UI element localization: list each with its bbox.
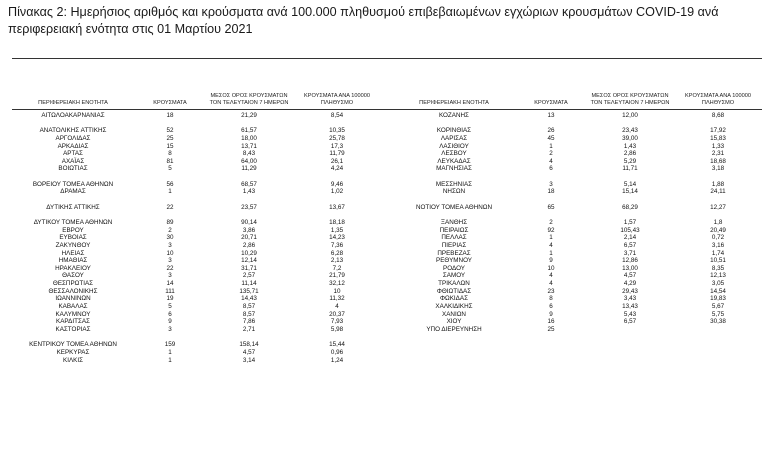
- spacer-row: [12, 196, 382, 204]
- per100k-cell: 5,67: [711, 303, 725, 311]
- avg-cell: 4,29: [623, 280, 637, 288]
- table-row: [393, 127, 763, 135]
- avg-cell: 5,43: [623, 310, 637, 318]
- per100k-cell: 25,78: [329, 134, 345, 142]
- table-row: [12, 143, 382, 151]
- per100k-cell: 8,68: [711, 112, 725, 119]
- per100k-cell: 17,92: [710, 127, 726, 135]
- region-cell: ΔΥΤΙΚΟΥ ΤΟΜΕΑ ΑΘΗΝΩΝ: [33, 218, 113, 226]
- region-cell: ΚΙΛΚΙΣ: [63, 356, 83, 364]
- header-avg: ΜΕΣΟΣ ΟΡΟΣ ΚΡΟΥΣΜΑΤΩΝ ΤΟΝ ΤΕΛΕΥΤΑΙΟΝ 7 ΗΜΕΡΩΝ: [209, 93, 289, 106]
- table-row: [393, 234, 763, 242]
- avg-cell: 2,71: [242, 325, 256, 333]
- header-region: ΠΕΡΙΦΕΡΕΙΑΚΗ ΕΝΟΤΗΤΑ: [38, 100, 108, 106]
- avg-cell: 2,57: [242, 272, 256, 280]
- table-title: Πίνακας 2: Ημερήσιος αριθμός και κρούσματα ανά 100.000 πληθυσμού επιβεβαιωμένων εγχώριων κρουσμάτων COVID-19 ανά περιφερειακή ενότητα στις 01 Μαρτίου 2021: [8, 5, 719, 36]
- per100k-cell: 1,74: [711, 249, 725, 257]
- table-row: [12, 265, 382, 273]
- table-row: [12, 295, 382, 303]
- cases-cell: 65: [547, 203, 555, 211]
- per100k-cell: 4: [335, 303, 339, 311]
- avg-cell: 8,57: [242, 310, 256, 318]
- table-row: [393, 318, 763, 326]
- region-cell: ΧΑΛΚΙΔΙΚΗΣ: [435, 303, 473, 311]
- cases-cell: 19: [166, 295, 174, 303]
- header-cases: ΚΡΟΥΣΜΑΤΑ: [534, 100, 568, 106]
- avg-cell: 64,00: [241, 157, 257, 165]
- cases-cell: 5: [168, 303, 172, 311]
- region-cell: ΕΥΒΟΙΑΣ: [59, 234, 87, 242]
- table-row: [12, 188, 382, 196]
- table-row: [393, 272, 763, 280]
- region-cell: ΞΑΝΘΗΣ: [440, 218, 468, 226]
- cases-cell: 30: [166, 234, 174, 242]
- avg-cell: 5,29: [623, 157, 637, 165]
- table-row: [12, 135, 382, 143]
- per100k-cell: 11,32: [329, 295, 345, 303]
- cases-cell: 4: [549, 241, 553, 249]
- avg-cell: 12,14: [241, 257, 257, 265]
- per100k-cell: 14,54: [710, 287, 726, 295]
- per100k-cell: 2,31: [711, 150, 725, 158]
- cases-cell: 92: [547, 226, 555, 234]
- region-cell: ΤΡΙΚΑΛΩΝ: [438, 280, 470, 288]
- avg-cell: 3,71: [623, 249, 637, 257]
- per100k-cell: 0,96: [330, 348, 344, 356]
- region-cell: ΗΡΑΚΛΕΙΟΥ: [55, 264, 91, 272]
- cases-cell: 15: [166, 142, 174, 150]
- per100k-cell: 32,12: [329, 280, 345, 288]
- per100k-cell: 11,79: [329, 150, 345, 158]
- cases-cell: 111: [165, 287, 175, 295]
- avg-cell: 3,43: [623, 295, 637, 303]
- spacer-row: [12, 120, 382, 128]
- per100k-cell: 10,51: [710, 257, 726, 265]
- region-cell: ΗΜΑΘΙΑΣ: [58, 257, 88, 265]
- cases-cell: 26: [547, 127, 555, 135]
- per100k-cell: 1,02: [330, 188, 344, 196]
- per100k-cell: 9,46: [330, 180, 344, 188]
- avg-cell: 2,86: [623, 150, 637, 158]
- region-cell: ΕΒΡΟΥ: [62, 226, 84, 234]
- region-cell: ΣΑΜΟΥ: [442, 272, 466, 280]
- cases-cell: 3: [168, 325, 172, 333]
- table-row: [12, 326, 382, 334]
- region-cell: ΗΛΕΙΑΣ: [61, 249, 85, 257]
- avg-cell: 68,57: [241, 180, 257, 188]
- per100k-cell: 21,79: [329, 272, 345, 280]
- right-rows: [393, 112, 763, 334]
- cases-cell: 1: [168, 356, 172, 364]
- avg-cell: 5,14: [623, 180, 637, 188]
- cases-cell: 25: [547, 325, 555, 333]
- per100k-cell: 20,37: [329, 310, 345, 318]
- cases-cell: 3: [168, 272, 172, 280]
- region-cell: ΑΧΑΪΑΣ: [61, 157, 85, 165]
- avg-cell: 13,43: [622, 303, 638, 311]
- header-rule: [12, 109, 762, 110]
- cases-cell: 1: [549, 142, 553, 150]
- avg-cell: 18,00: [241, 134, 257, 142]
- region-cell: ΚΟΖΑΝΗΣ: [439, 112, 469, 119]
- region-cell: ΑΡΓΟΛΙΔΑΣ: [55, 134, 91, 142]
- table-row: [12, 150, 382, 158]
- per100k-cell: 18,68: [710, 157, 726, 165]
- region-cell: ΠΙΕΡΙΑΣ: [441, 241, 467, 249]
- cases-cell: 6: [549, 165, 553, 173]
- region-cell: ΔΡΑΜΑΣ: [60, 188, 86, 196]
- table-left: [12, 76, 382, 364]
- avg-cell: 1,57: [623, 218, 637, 226]
- table-row: [393, 326, 763, 334]
- per100k-cell: 4,24: [330, 165, 344, 173]
- cases-cell: 13: [547, 112, 555, 119]
- region-cell: ΑΡΚΑΔΙΑΣ: [57, 142, 89, 150]
- table-row: [393, 288, 763, 296]
- region-cell: ΑΙΤΩΛΟΑΚΑΡΝΑΝΙΑΣ: [41, 112, 105, 119]
- avg-cell: 14,43: [241, 295, 257, 303]
- region-cell: ΒΟΡΕΙΟΥ ΤΟΜΕΑ ΑΘΗΝΩΝ: [32, 180, 114, 188]
- table-row: [12, 234, 382, 242]
- per100k-cell: 14,23: [329, 234, 345, 242]
- cases-cell: 1: [168, 348, 172, 356]
- per100k-cell: 10: [333, 287, 341, 295]
- region-cell: ΧΙΟΥ: [446, 318, 462, 326]
- spacer-row: [12, 211, 382, 219]
- header-row-right: [393, 76, 763, 109]
- table-row: [12, 257, 382, 265]
- per100k-cell: 1,8: [713, 218, 723, 226]
- table-right: [393, 76, 763, 333]
- per100k-cell: 15,83: [710, 134, 726, 142]
- avg-cell: 13,00: [622, 264, 638, 272]
- cases-cell: 1: [168, 188, 172, 196]
- avg-cell: 23,57: [241, 203, 257, 211]
- avg-cell: 20,71: [241, 234, 257, 242]
- per100k-cell: 20,49: [710, 226, 726, 234]
- header-avg: ΜΕΣΟΣ ΟΡΟΣ ΚΡΟΥΣΜΑΤΩΝ ΤΟΝ ΤΕΛΕΥΤΑΙΟΝ 7 ΗΜΕΡΩΝ: [590, 93, 670, 106]
- cases-cell: 1: [549, 234, 553, 242]
- table-row: [12, 158, 382, 166]
- avg-cell: 11,14: [241, 280, 257, 288]
- avg-cell: 7,86: [242, 318, 256, 326]
- region-cell: ΛΑΡΙΣΑΣ: [440, 134, 468, 142]
- region-cell: ΚΑΛΥΜΝΟΥ: [55, 310, 91, 318]
- cases-cell: 5: [168, 165, 172, 173]
- table-row: [393, 250, 763, 258]
- per100k-cell: 24,11: [710, 188, 726, 196]
- spacer-row: [12, 173, 382, 181]
- avg-cell: 68,29: [622, 203, 638, 211]
- spacer-row: [12, 334, 382, 342]
- avg-cell: 6,57: [623, 318, 637, 326]
- region-cell: ΜΑΓΝΗΣΙΑΣ: [436, 165, 472, 173]
- cases-cell: 18: [547, 188, 555, 196]
- header-row-left: [12, 76, 382, 109]
- spacer-row: [393, 196, 763, 204]
- cases-cell: 10: [547, 264, 555, 272]
- spacer-row: [393, 120, 763, 128]
- region-cell: ΠΕΙΡΑΙΩΣ: [439, 226, 469, 234]
- table-row: [393, 150, 763, 158]
- table-row: [393, 265, 763, 273]
- table-row: [12, 242, 382, 250]
- region-cell: ΥΠΟ ΔΙΕΡΕΥΝΗΣΗ: [426, 325, 482, 333]
- avg-cell: 29,43: [622, 287, 638, 295]
- per100k-cell: 7,93: [330, 318, 344, 326]
- cases-cell: 89: [166, 218, 174, 226]
- per100k-cell: 30,38: [710, 318, 726, 326]
- cases-cell: 3: [549, 180, 553, 188]
- avg-cell: 39,00: [622, 134, 638, 142]
- region-cell: ΘΕΣΣΑΛΟΝΙΚΗΣ: [48, 287, 98, 295]
- cases-cell: 25: [166, 134, 174, 142]
- region-cell: ΜΕΣΣΗΝΙΑΣ: [435, 180, 473, 188]
- avg-cell: 11,71: [622, 165, 638, 173]
- cases-cell: 2: [549, 150, 553, 158]
- avg-cell: 3,86: [242, 226, 256, 234]
- avg-cell: 15,14: [622, 188, 638, 196]
- avg-cell: 10,29: [241, 249, 257, 257]
- avg-cell: 8,57: [242, 303, 256, 311]
- region-cell: ΘΕΣΠΡΩΤΙΑΣ: [52, 280, 94, 288]
- region-cell: ΠΡΕΒΕΖΑΣ: [437, 249, 471, 257]
- table-row: [12, 272, 382, 280]
- avg-cell: 135,71: [239, 287, 259, 295]
- table-row: [12, 204, 382, 212]
- table-row: [393, 143, 763, 151]
- header-per100k: ΚΡΟΥΣΜΑΤΑ ΑΝΑ 100000 ΠΛΗΘΥΣΜΟ: [685, 93, 751, 106]
- per100k-cell: 26,1: [330, 157, 344, 165]
- per100k-cell: 15,44: [329, 341, 345, 349]
- avg-cell: 4,57: [242, 348, 256, 356]
- cases-cell: 52: [166, 127, 174, 135]
- avg-cell: 61,57: [241, 127, 257, 135]
- table-row: [12, 357, 382, 365]
- avg-cell: 1,43: [242, 188, 256, 196]
- table-row: [393, 204, 763, 212]
- cases-cell: 4: [549, 157, 553, 165]
- cases-cell: 16: [547, 318, 555, 326]
- cases-cell: 9: [549, 257, 553, 265]
- table-row: [12, 127, 382, 135]
- cases-cell: 3: [168, 257, 172, 265]
- per100k-cell: 1,33: [711, 142, 725, 150]
- cases-cell: 18: [166, 112, 174, 119]
- per100k-cell: 19,83: [710, 295, 726, 303]
- cases-cell: 159: [164, 341, 176, 349]
- per100k-cell: 5,98: [330, 325, 344, 333]
- region-cell: ΛΕΣΒΟΥ: [441, 150, 467, 158]
- region-cell: ΚΕΡΚΥΡΑΣ: [56, 348, 90, 356]
- per100k-cell: 8,54: [330, 112, 344, 119]
- per100k-cell: 12,27: [710, 203, 726, 211]
- region-cell: ΒΟΙΩΤΙΑΣ: [58, 165, 88, 173]
- table-row: [393, 219, 763, 227]
- table-row: [12, 181, 382, 189]
- table-row: [12, 341, 382, 349]
- region-cell: ΔΥΤΙΚΗΣ ΑΤΤΙΚΗΣ: [46, 203, 100, 211]
- table-row: [12, 250, 382, 258]
- cases-cell: 9: [549, 310, 553, 318]
- table-row: [393, 112, 763, 120]
- cases-cell: 4: [549, 280, 553, 288]
- spacer-row: [393, 173, 763, 181]
- region-cell: ΚΑΣΤΟΡΙΑΣ: [55, 325, 91, 333]
- region-cell: ΙΩΑΝΝΙΝΩΝ: [55, 295, 91, 303]
- table-row: [393, 303, 763, 311]
- per100k-cell: 12,13: [710, 272, 726, 280]
- cases-cell: 10: [166, 249, 174, 257]
- header-per100k: ΚΡΟΥΣΜΑΤΑ ΑΝΑ 100000 ΠΛΗΘΥΣΜΟ: [304, 93, 370, 106]
- avg-cell: 1,43: [623, 142, 637, 150]
- table-row: [393, 295, 763, 303]
- region-cell: ΑΝΑΤΟΛΙΚΗΣ ΑΤΤΙΚΗΣ: [39, 127, 107, 135]
- cases-cell: 4: [549, 272, 553, 280]
- region-cell: ΚΑΒΑΛΑΣ: [58, 303, 88, 311]
- region-cell: ΚΟΡΙΝΘΙΑΣ: [436, 127, 472, 135]
- table-row: [393, 227, 763, 235]
- per100k-cell: 10,35: [329, 127, 345, 135]
- left-rows: [12, 112, 382, 364]
- per100k-cell: 0,72: [711, 234, 725, 242]
- avg-cell: 21,29: [241, 112, 257, 119]
- per100k-cell: 1,24: [330, 356, 344, 364]
- per100k-cell: 18,18: [329, 218, 345, 226]
- per100k-cell: 6,28: [330, 249, 344, 257]
- table-row: [12, 112, 382, 120]
- table-row: [12, 318, 382, 326]
- region-cell: ΝΗΣΩΝ: [442, 188, 466, 196]
- table-row: [12, 165, 382, 173]
- region-cell: ΛΑΣΙΘΙΟΥ: [439, 142, 469, 150]
- cases-cell: 2: [549, 218, 553, 226]
- table-row: [393, 257, 763, 265]
- cases-cell: 8: [168, 150, 172, 158]
- per100k-cell: 1,35: [330, 226, 344, 234]
- cases-cell: 2: [168, 226, 172, 234]
- per100k-cell: 1,88: [711, 180, 725, 188]
- region-cell: ΠΕΛΛΑΣ: [441, 234, 467, 242]
- per100k-cell: 2,13: [330, 257, 344, 265]
- cases-cell: 45: [547, 134, 555, 142]
- region-cell: ΛΕΥΚΑΔΑΣ: [437, 157, 471, 165]
- region-cell: ΚΕΝΤΡΙΚΟΥ ΤΟΜΕΑ ΑΘΗΝΩΝ: [29, 341, 117, 349]
- region-cell: ΖΑΚΥΝΘΟΥ: [55, 241, 91, 249]
- table-row: [393, 135, 763, 143]
- per100k-cell: 5,75: [711, 310, 725, 318]
- per100k-cell: 3,16: [711, 241, 725, 249]
- table-row: [393, 311, 763, 319]
- region-cell: ΡΕΘΥΜΝΟΥ: [436, 257, 472, 265]
- cases-cell: 56: [166, 180, 174, 188]
- table-row: [12, 227, 382, 235]
- per100k-cell: 13,67: [329, 203, 345, 211]
- spacer-row: [393, 211, 763, 219]
- cases-cell: 22: [166, 264, 174, 272]
- cases-cell: 81: [166, 157, 174, 165]
- region-cell: ΦΘΙΩΤΙΔΑΣ: [436, 287, 472, 295]
- per100k-cell: 3,18: [711, 165, 725, 173]
- table-row: [12, 288, 382, 296]
- region-cell: ΧΑΝΙΩΝ: [442, 310, 466, 318]
- header-region: ΠΕΡΙΦΕΡΕΙΑΚΗ ΕΝΟΤΗΤΑ: [419, 100, 489, 106]
- per100k-cell: 17,3: [330, 142, 344, 150]
- table-row: [12, 219, 382, 227]
- cases-cell: 14: [166, 280, 174, 288]
- table-row: [393, 242, 763, 250]
- table-row: [12, 303, 382, 311]
- table-row: [12, 349, 382, 357]
- avg-cell: 8,43: [242, 150, 256, 158]
- cases-cell: 6: [168, 310, 172, 318]
- region-cell: ΡΟΔΟΥ: [443, 264, 465, 272]
- region-cell: ΚΑΡΔΙΤΣΑΣ: [56, 318, 90, 326]
- table-row: [393, 188, 763, 196]
- avg-cell: 4,57: [623, 272, 637, 280]
- top-rule: [12, 58, 762, 59]
- avg-cell: 31,71: [241, 264, 257, 272]
- avg-cell: 6,57: [623, 241, 637, 249]
- avg-cell: 3,14: [242, 356, 256, 364]
- avg-cell: 12,86: [622, 257, 638, 265]
- table-row: [393, 280, 763, 288]
- table-row: [393, 181, 763, 189]
- avg-cell: 90,14: [241, 218, 257, 226]
- avg-cell: 23,43: [622, 127, 638, 135]
- header-cases: ΚΡΟΥΣΜΑΤΑ: [153, 100, 187, 106]
- region-cell: ΝΟΤΙΟΥ ΤΟΜΕΑ ΑΘΗΝΩΝ: [415, 203, 493, 211]
- per100k-cell: 7,2: [332, 264, 342, 272]
- avg-cell: 105,43: [620, 226, 640, 234]
- cases-cell: 3: [168, 241, 172, 249]
- avg-cell: 13,71: [241, 142, 257, 150]
- table-row: [12, 280, 382, 288]
- cases-cell: 8: [549, 295, 553, 303]
- per100k-cell: 8,35: [711, 264, 725, 272]
- per100k-cell: 7,36: [330, 241, 344, 249]
- avg-cell: 12,00: [622, 112, 638, 119]
- per100k-cell: 3,05: [711, 280, 725, 288]
- avg-cell: 2,86: [242, 241, 256, 249]
- table-row: [12, 311, 382, 319]
- cases-cell: 23: [547, 287, 555, 295]
- avg-cell: 158,14: [239, 341, 259, 349]
- table-row: [393, 158, 763, 166]
- cases-cell: 9: [168, 318, 172, 326]
- region-cell: ΑΡΤΑΣ: [63, 150, 83, 158]
- cases-cell: 1: [549, 249, 553, 257]
- cases-cell: 22: [166, 203, 174, 211]
- cases-cell: 6: [549, 303, 553, 311]
- region-cell: ΘΑΣΟΥ: [62, 272, 84, 280]
- table-row: [393, 165, 763, 173]
- region-cell: ΦΩΚΙΔΑΣ: [440, 295, 468, 303]
- avg-cell: 2,14: [623, 234, 637, 242]
- avg-cell: 11,29: [241, 165, 257, 173]
